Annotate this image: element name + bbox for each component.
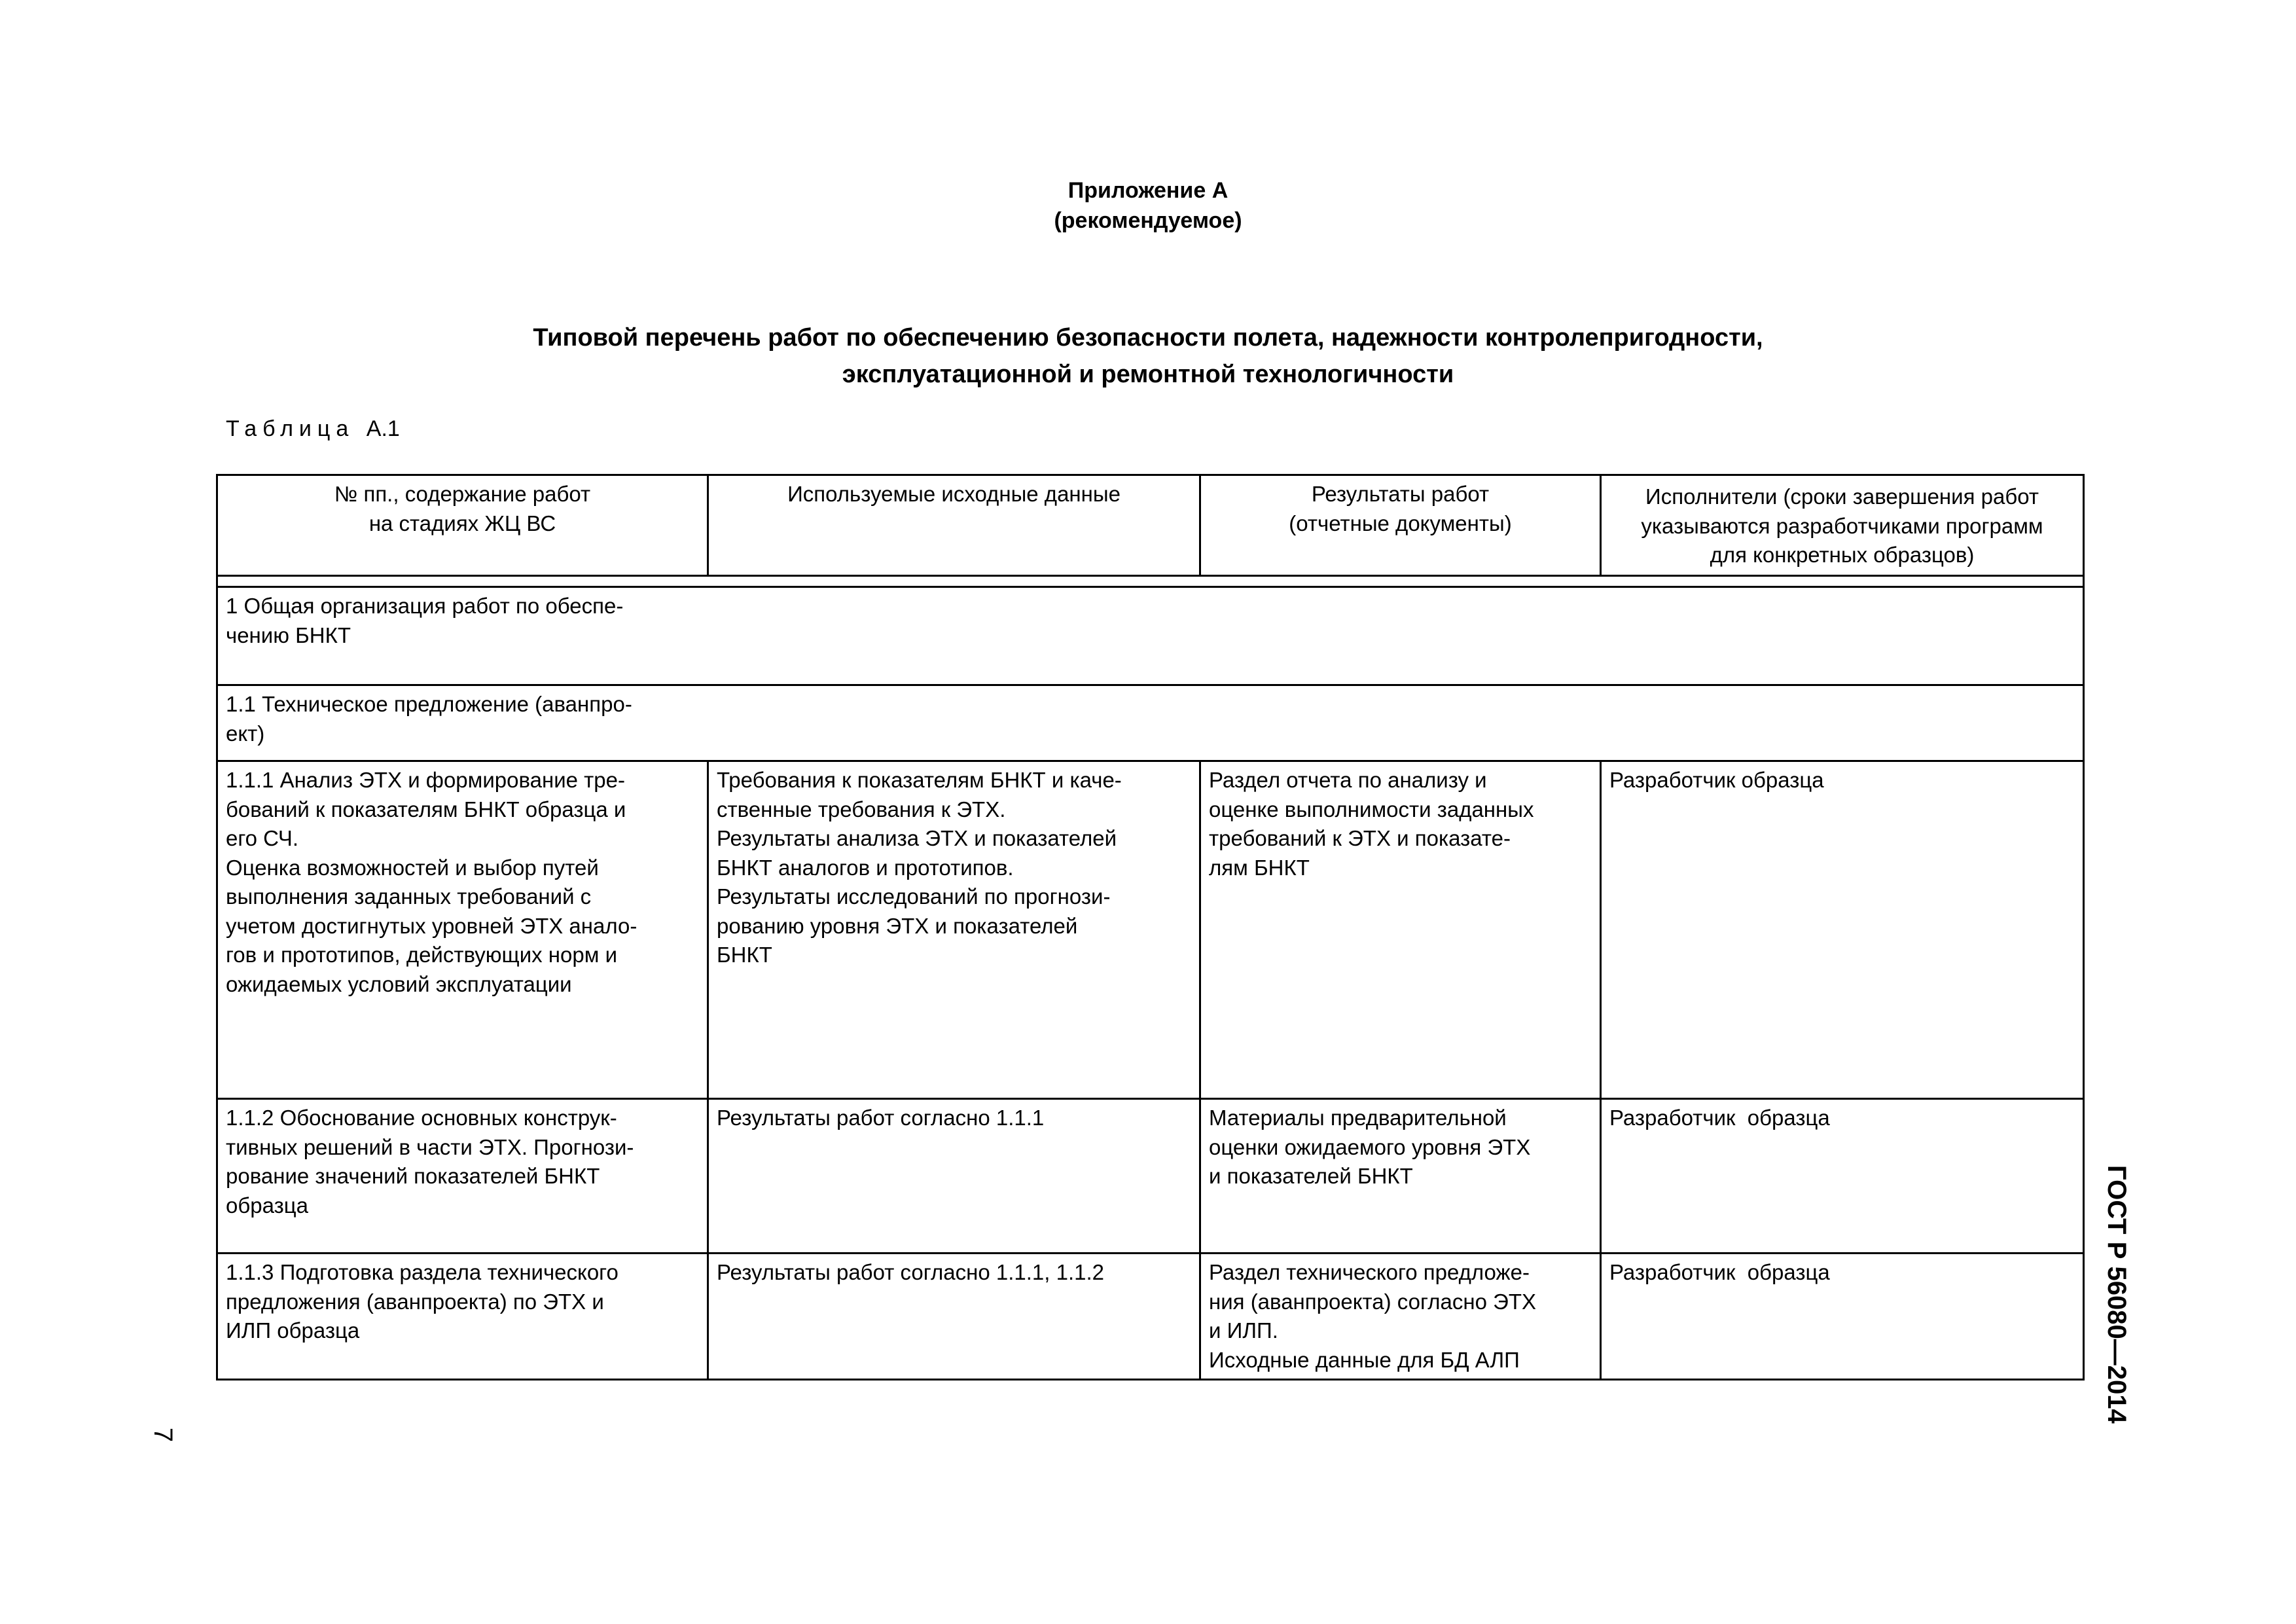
row-1-1-1-work: 1.1.1 Анализ ЭТХ и формирование тре- бований к показателям БНКТ образца и его СЧ. Оценка возможностей и выбор путей выполнения заданных требований с учетом достигнутых уровней ЭТХ анало- гов и прототипов, действующих норм и ожидаемых условий эксплуатации — [217, 761, 708, 1099]
table-row — [217, 1099, 2084, 1254]
row-1-1-2-results: Материалы предварительной оценки ожидаемого уровня ЭТХ и показателей БНКТ — [1200, 1099, 1601, 1254]
standard-code: ГОСТ Р 56080—2014 — [2102, 1165, 2131, 1424]
section-1-cell: 1 Общая организация работ по обеспе- чению БНКТ — [217, 587, 708, 685]
document-title-line-1: Типовой перечень работ по обеспечению безопасности полета, надежности контролепригодности, — [533, 324, 1763, 352]
table-row — [217, 1254, 2084, 1380]
row-1-1-1-results: Раздел отчета по анализу и оценке выполнимости заданных требований к ЭТХ и показате- лям БНКТ — [1200, 761, 1601, 1099]
header-separator — [217, 576, 2084, 587]
row-1-1-1-source-data: Требования к показателям БНКТ и каче- ственные требования к ЭТХ. Результаты анализа ЭТХ и показателей БНКТ аналогов и прототипов. Результаты исследований по прогнози- рованию уровня ЭТХ и показателей БНКТ — [708, 761, 1200, 1099]
document-title — [0, 319, 2296, 393]
section-1-1-empty — [708, 685, 2084, 761]
table-caption-word: Таблица — [226, 416, 355, 441]
page-number: 7 — [149, 1427, 178, 1443]
header-cell-source-data: Используемые исходные данные — [708, 475, 1200, 576]
section-1-empty — [708, 587, 2084, 685]
header-cell-work-content: № пп., содержание работ на стадиях ЖЦ ВС — [217, 475, 708, 576]
row-1-1-3-executor: Разработчик образца — [1601, 1254, 2084, 1380]
table-caption — [226, 416, 400, 442]
header-cell-results: Результаты работ (отчетные документы) — [1200, 475, 1601, 576]
table-caption-number: А.1 — [366, 416, 400, 441]
section-1-1-cell: 1.1 Техническое предложение (аванпро- ект) — [217, 685, 708, 761]
header-cell-executors: Исполнители (сроки завершения работ указываются разработчиками программ для конкретных образцов) — [1601, 475, 2084, 576]
row-1-1-3-results: Раздел технического предложе- ния (аванпроекта) согласно ЭТХ и ИЛП. Исходные данные для БД АЛП — [1200, 1254, 1601, 1380]
row-1-1-2-executor: Разработчик образца — [1601, 1099, 2084, 1254]
table-row — [217, 761, 2084, 1099]
appendix-status: (рекомендуемое) — [1054, 208, 1242, 233]
row-1-1-2-work: 1.1.2 Обоснование основных конструк- тивных решений в части ЭТХ. Прогнози- рование значений показателей БНКТ образца — [217, 1099, 708, 1254]
document-title-line-2: эксплуатационной и ремонтной технологичности — [842, 361, 1454, 388]
row-1-1-3-source-data: Результаты работ согласно 1.1.1, 1.1.2 — [708, 1254, 1200, 1380]
appendix-heading — [0, 175, 2296, 236]
table-header-row — [217, 475, 2084, 576]
works-table — [216, 474, 2085, 1380]
row-1-1-2-source-data: Результаты работ согласно 1.1.1 — [708, 1099, 1200, 1254]
table-section-row — [217, 587, 2084, 685]
appendix-label: Приложение А — [1067, 178, 1229, 203]
row-1-1-1-executor: Разработчик образца — [1601, 761, 2084, 1099]
row-1-1-3-work: 1.1.3 Подготовка раздела технического предложения (аванпроекта) по ЭТХ и ИЛП образца — [217, 1254, 708, 1380]
table-section-row — [217, 685, 2084, 761]
